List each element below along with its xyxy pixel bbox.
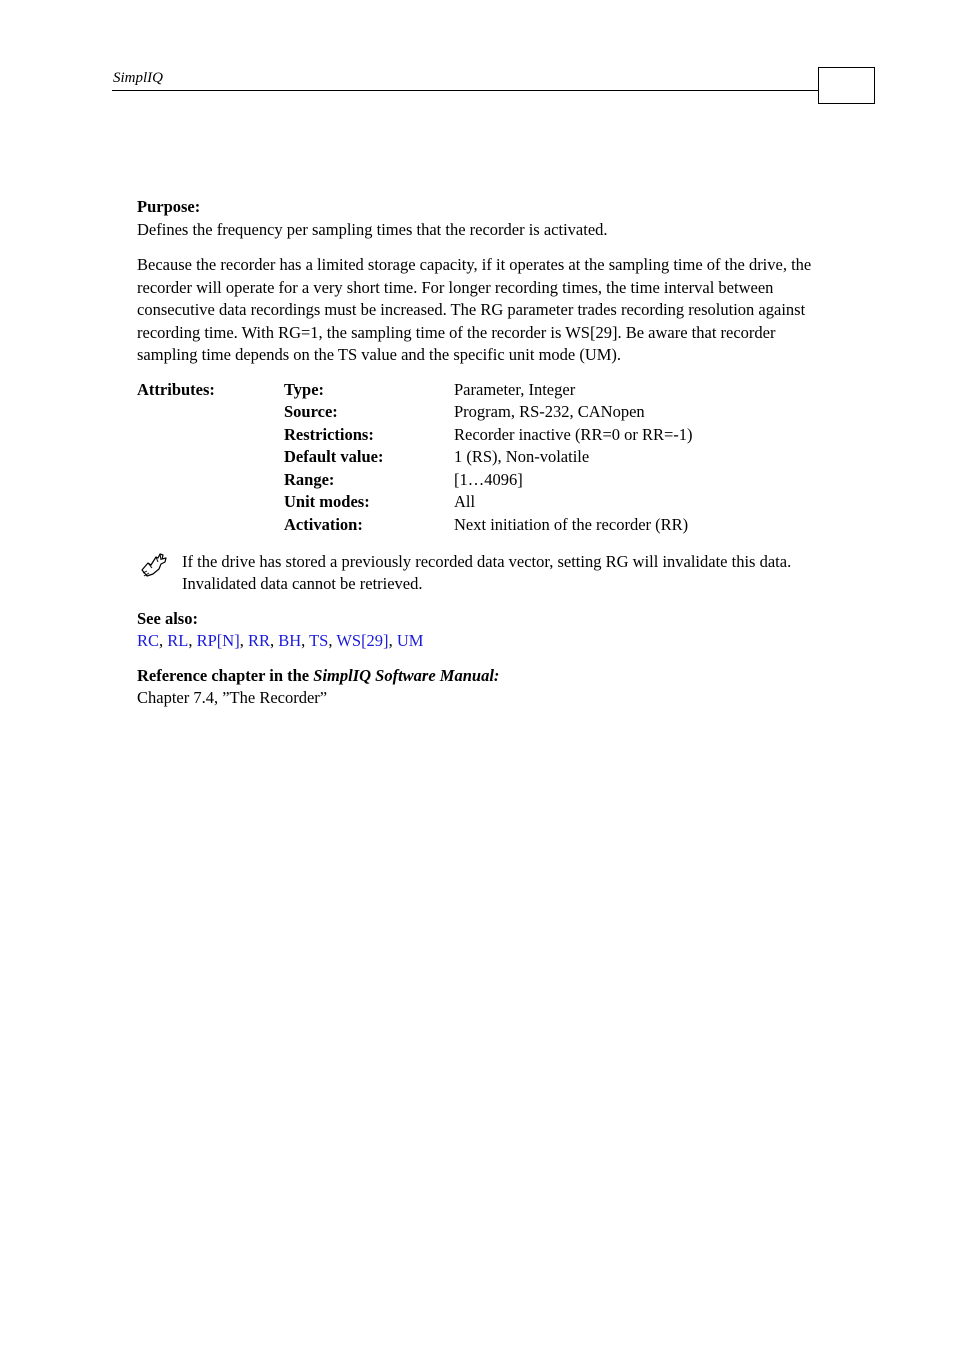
attribute-row-activation	[137, 514, 817, 537]
link-ts[interactable]: TS	[309, 631, 329, 650]
link-separator: ,	[388, 631, 397, 650]
attributes-label: Attributes:	[137, 379, 215, 399]
reference-brand: SimplIQ	[313, 665, 372, 685]
page-number-box	[818, 67, 875, 104]
link-bh[interactable]: BH	[278, 631, 302, 650]
purpose-summary: Defines the frequency per sampling times that the recorder is activated.	[137, 219, 608, 239]
link-ws-29[interactable]: WS[29]	[336, 631, 389, 650]
reference-label	[137, 665, 817, 688]
attribute-row-unit-modes	[137, 491, 817, 514]
attribute-value: All	[454, 492, 476, 511]
attribute-row-type	[137, 379, 817, 402]
link-separator: ,	[188, 631, 197, 650]
purpose-description: Because the recorder has a limited storage capacity, if it operates at the sampling time of the drive, the recorder will operate for a very short time. For longer recording times, the time interval between consecutive data recordings must be increased. The RG parameter trades recording resolution against recording time. With RG=1, the sampling time of the recorder is WS[29]. Be aware that recorder sampling time depends on the TS value and the specific unit mode (UM).	[137, 255, 812, 364]
purpose-section	[137, 196, 817, 367]
link-separator: ,	[159, 631, 168, 650]
attribute-key: Type:	[284, 379, 325, 399]
attribute-key: Activation:	[284, 514, 363, 534]
reference-label-prefix: Reference chapter in the	[137, 665, 314, 685]
attribute-row-restrictions	[137, 424, 817, 447]
attribute-key: Range:	[284, 469, 335, 489]
note-hand-icon	[139, 549, 169, 579]
reference-chapter: Chapter 7.4, ”The Recorder”	[137, 688, 328, 707]
see-also-label: See also:	[137, 608, 198, 628]
link-um[interactable]: UM	[396, 631, 424, 650]
see-also-section	[137, 608, 817, 653]
attributes-table	[137, 379, 817, 537]
note-text: If the drive has stored a previously recorded data vector, setting RG will invalidate this data. Invalidated data cannot be retrieved.	[182, 551, 792, 593]
link-rl[interactable]: RL	[167, 631, 189, 650]
note-block	[137, 551, 817, 596]
header-rule	[112, 90, 818, 91]
header-title: SimplIQ	[113, 70, 163, 86]
link-rp-n[interactable]: RP[N]	[196, 631, 240, 650]
reference-section	[137, 665, 817, 710]
document-content	[137, 196, 817, 710]
see-also-links	[137, 630, 817, 653]
attribute-key: Restrictions:	[284, 424, 374, 444]
link-separator: ,	[239, 631, 248, 650]
link-separator: ,	[301, 631, 310, 650]
link-separator: ,	[328, 631, 337, 650]
attribute-key: Source:	[284, 402, 338, 421]
attribute-value: Recorder inactive (RR=0 or RR=-1)	[454, 424, 693, 444]
link-rc[interactable]: RC	[137, 631, 160, 650]
purpose-label: Purpose:	[137, 197, 201, 216]
attribute-row-range	[137, 469, 817, 492]
attribute-value: Parameter, Integer	[454, 379, 576, 399]
attribute-value: 1 (RS), Non-volatile	[454, 447, 590, 466]
reference-label-suffix: Software Manual:	[371, 665, 500, 685]
attribute-row-default-value	[137, 446, 817, 469]
attribute-value: Next initiation of the recorder (RR)	[454, 514, 689, 534]
attribute-value: [1…4096]	[454, 469, 523, 489]
link-rr[interactable]: RR	[247, 631, 270, 650]
link-separator: ,	[269, 631, 279, 650]
attribute-key: Unit modes:	[284, 492, 370, 511]
attribute-value: Program, RS-232, CANopen	[454, 402, 645, 421]
attribute-row-source	[137, 401, 817, 424]
attribute-key: Default value:	[284, 447, 384, 466]
